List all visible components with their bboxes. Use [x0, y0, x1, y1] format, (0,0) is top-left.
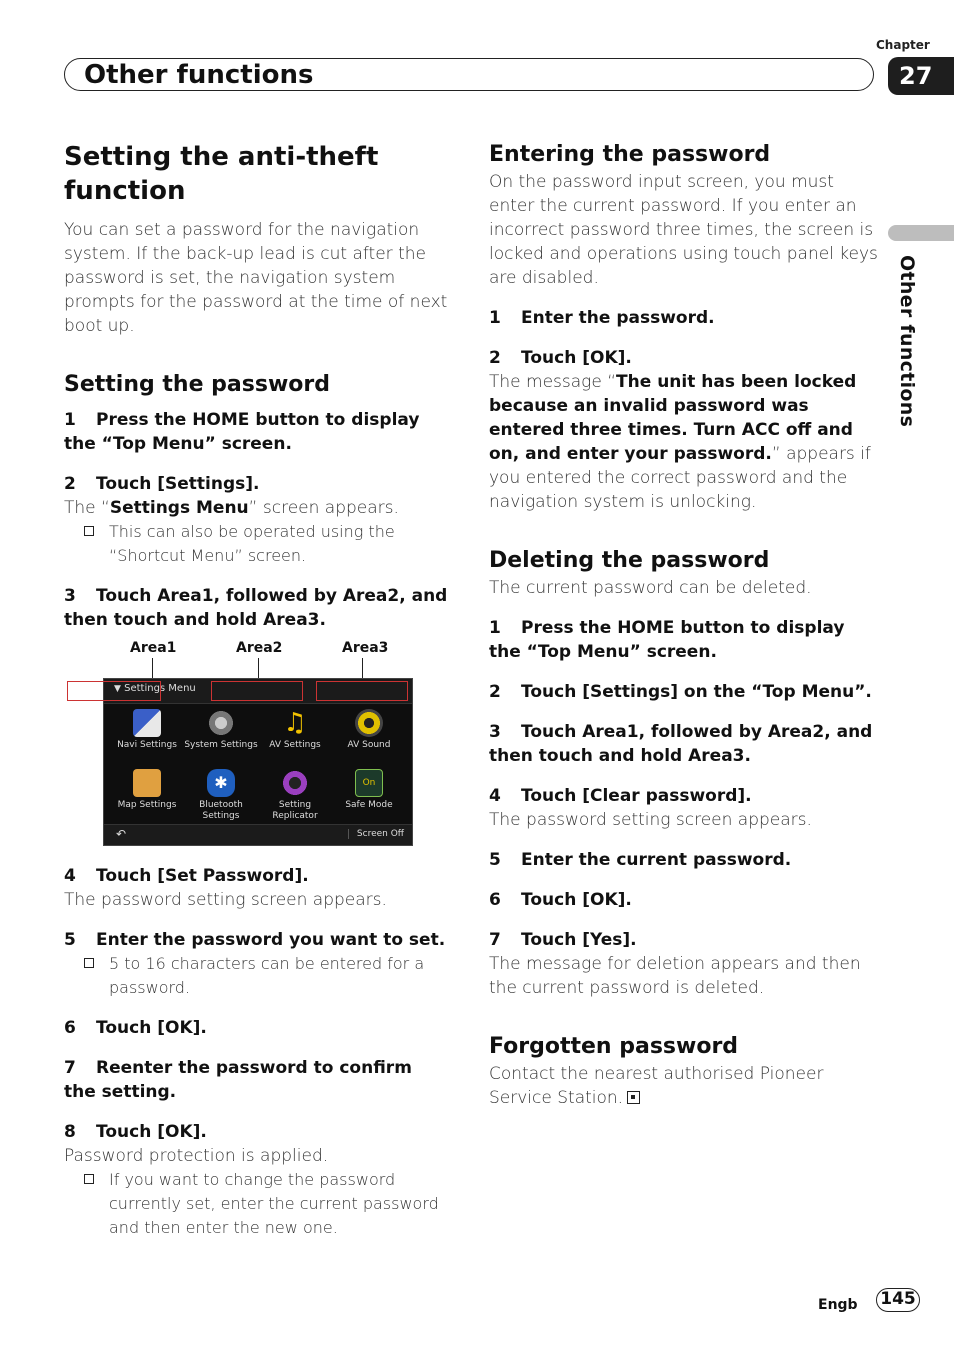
step-5-note: 5 to 16 characters can be entered for a password. — [64, 952, 449, 1000]
area2-label: Area2 — [236, 640, 283, 656]
deleting-step-4: 4 Touch [Clear password]. — [489, 786, 752, 806]
step-5: 5 Enter the password you want to set. — [64, 930, 446, 950]
side-tab-label: Other functions — [896, 255, 918, 428]
side-tab-marker — [888, 225, 954, 241]
forgotten-password-heading: Forgotten password — [489, 1034, 739, 1059]
replicator-icon — [281, 769, 309, 797]
forgotten-password-text: Contact the nearest authorised Pioneer Service Station. — [489, 1064, 824, 1108]
note-checkbox-icon — [84, 958, 94, 968]
speaker-icon — [355, 709, 383, 737]
step-6: 6 Touch [OK]. — [64, 1018, 207, 1038]
step-8-result: Password protection is applied. — [64, 1146, 329, 1166]
step-2-note: This can also be operated using the “Shortcut Menu” screen. — [64, 520, 449, 568]
area2-highlight — [211, 681, 303, 701]
deleting-step-4-result: The password setting screen appears. — [489, 810, 812, 830]
tile-av-sound[interactable]: AV Sound — [332, 709, 406, 751]
chapter-label: Chapter — [876, 38, 930, 52]
settings-menu-screen — [103, 678, 413, 846]
entering-step-2: 2 Touch [OK]. — [489, 348, 632, 368]
tile-bluetooth-settings[interactable]: ✱ Bluetooth Settings — [184, 769, 258, 822]
entering-password-heading: Entering the password — [489, 142, 771, 167]
tile-map-settings[interactable]: Map Settings — [110, 769, 184, 811]
music-note-icon: ♫ — [283, 708, 307, 738]
area1-label: Area1 — [130, 640, 177, 656]
end-of-section-icon — [627, 1091, 640, 1104]
step-7: 7 Reenter the password to confirm the setting. — [64, 1058, 412, 1102]
area3-highlight — [316, 681, 408, 701]
step-3: 3 Touch Area1, followed by Area2, and then touch and hold Area3. — [64, 586, 448, 630]
step-2-result: The “Settings Menu” screen appears. — [64, 498, 399, 518]
step-4: 4 Touch [Set Password]. — [64, 866, 309, 886]
deleting-step-1: 1 Press the HOME button to display the “Top Menu” screen. — [489, 618, 845, 662]
area1-highlight — [67, 681, 161, 701]
note-checkbox-icon — [84, 1174, 94, 1184]
back-icon[interactable]: ↶ — [116, 827, 127, 841]
step-8: 8 Touch [OK]. — [64, 1122, 207, 1142]
tile-setting-replicator[interactable]: Setting Replicator — [258, 769, 332, 822]
deleting-password-text: The current password can be deleted. — [489, 578, 812, 598]
deleting-step-6: 6 Touch [OK]. — [489, 890, 632, 910]
screen-off-button[interactable]: Screen Off — [348, 829, 404, 839]
checkered-flag-icon — [133, 709, 161, 737]
bluetooth-icon: ✱ — [207, 769, 235, 797]
language-code: Engb — [818, 1297, 858, 1313]
deleting-password-heading: Deleting the password — [489, 548, 770, 573]
setting-password-heading: Setting the password — [64, 372, 330, 397]
entering-password-text: On the password input screen, you must enter the current password. If you enter an incorrect password three times, the screen is locked and operations using touch panel keys are disabled. — [489, 172, 878, 288]
step-2: 2 Touch [Settings]. — [64, 474, 260, 494]
step-1: 1 Press the HOME button to display the “Top Menu” screen. — [64, 410, 420, 454]
deleting-step-7-result: The message for deletion appears and then the current password is deleted. — [489, 954, 861, 998]
deleting-step-3: 3 Touch Area1, followed by Area2, and then touch and hold Area3. — [489, 722, 873, 766]
intro-text: You can set a password for the navigation system. If the back-up lead is cut after the password is set, the navigation system prompts for the password at the time of next boot up. — [64, 220, 448, 336]
tile-navi-settings[interactable]: Navi Settings — [110, 709, 184, 751]
note-checkbox-icon — [84, 526, 94, 536]
gear-icon — [207, 709, 235, 737]
step-8-note: If you want to change the password currently set, enter the current password and then enter the new one. — [64, 1168, 449, 1240]
tile-safe-mode[interactable]: On Safe Mode — [332, 769, 406, 811]
chapter-number-badge: 27 — [888, 57, 954, 95]
deleting-step-7: 7 Touch [Yes]. — [489, 930, 637, 950]
screen-bottombar — [104, 824, 412, 845]
right-column — [489, 140, 879, 1110]
section-title: Other functions — [84, 60, 314, 90]
step-4-result: The password setting screen appears. — [64, 890, 387, 910]
left-column — [64, 140, 449, 1240]
screen-title: ▼ Settings Menu — [114, 683, 196, 694]
deleting-step-2: 2 Touch [Settings] on the “Top Menu”. — [489, 682, 872, 702]
tile-av-settings[interactable]: ♫ AV Settings — [269, 708, 321, 750]
page-number: 145 — [876, 1288, 920, 1312]
area3-label: Area3 — [342, 640, 389, 656]
deleting-step-5: 5 Enter the current password. — [489, 850, 792, 870]
map-icon — [133, 769, 161, 797]
page-title: Setting the anti-theft function — [64, 142, 379, 206]
settings-menu-figure — [64, 640, 449, 840]
safe-mode-toggle-icon: On — [355, 769, 383, 797]
entering-step-1: 1 Enter the password. — [489, 308, 715, 328]
entering-step-2-result: The message “The unit has been locked because an invalid password was entered three times. Turn ACC off and on, and enter your password.” appears if you entered the correct password and the navigation system is unlocking. — [489, 372, 871, 512]
tile-system-settings[interactable]: System Settings — [184, 709, 258, 751]
